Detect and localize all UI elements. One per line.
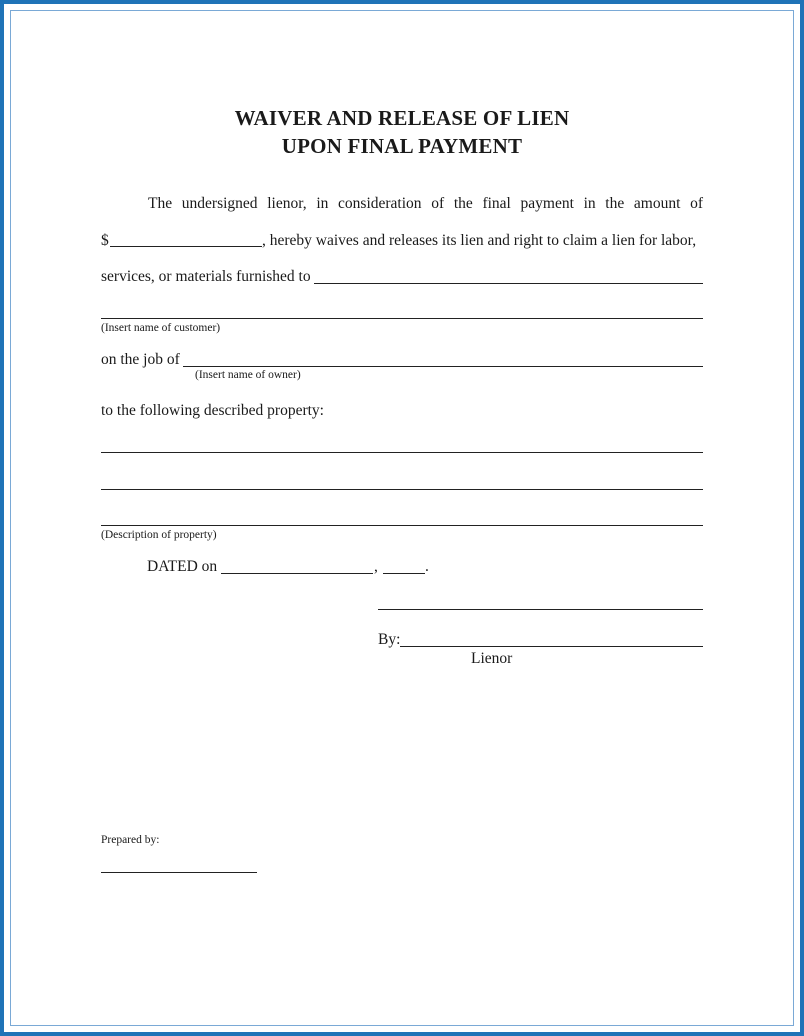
amount-field[interactable] (110, 246, 262, 247)
year-field[interactable] (383, 573, 425, 574)
paragraph-word: payment (520, 195, 574, 212)
lienor-label: Lienor (471, 650, 513, 667)
paragraph-word: the (605, 195, 625, 212)
prepared-by-field[interactable] (101, 872, 257, 873)
paragraph-word: The (148, 195, 173, 212)
paragraph-word: lienor, (267, 195, 307, 212)
property-description-line-3[interactable] (101, 525, 703, 526)
paragraph-line-2: , hereby waives and releases its lien and right to claim a lien for labor, (262, 232, 697, 249)
date-field[interactable] (221, 573, 373, 574)
paragraph-word: of (431, 195, 445, 212)
furnished-to-field[interactable] (314, 283, 703, 284)
company-name-field[interactable] (378, 609, 703, 610)
document-page (10, 10, 794, 1026)
dated-comma: , (374, 558, 378, 575)
signature-field[interactable] (400, 646, 703, 647)
document-title-line2: UPON FINAL PAYMENT (281, 134, 523, 158)
paragraph-line-3: services, or materials furnished to (101, 268, 311, 285)
paragraph-word: of (690, 195, 703, 212)
dated-period: . (425, 558, 429, 575)
property-label: to the following described property: (101, 402, 324, 419)
customer-caption: (Insert name of customer) (101, 322, 221, 334)
owner-caption: (Insert name of owner) (195, 369, 301, 381)
paragraph-word: the (453, 195, 473, 212)
paragraph-word: in (316, 195, 329, 212)
dollar-sign: $ (101, 232, 109, 249)
job-label: on the job of (101, 351, 180, 368)
document-title-line1: WAIVER AND RELEASE OF LIEN (234, 106, 570, 130)
owner-name-field[interactable] (183, 366, 703, 367)
paragraph-word: undersigned (181, 195, 258, 212)
customer-name-field[interactable] (101, 318, 703, 319)
paragraph-word: in (583, 195, 596, 212)
paragraph-word: final (482, 195, 511, 212)
prepared-by-label: Prepared by: (101, 834, 160, 846)
paragraph-word: amount (633, 195, 681, 212)
paragraph-word: consideration (338, 195, 422, 212)
property-caption: (Description of property) (101, 529, 217, 541)
property-description-line-1[interactable] (101, 452, 703, 453)
property-description-line-2[interactable] (101, 489, 703, 490)
by-label: By: (378, 631, 401, 648)
dated-label: DATED on (147, 558, 218, 575)
paragraph-line-1 (148, 195, 703, 213)
